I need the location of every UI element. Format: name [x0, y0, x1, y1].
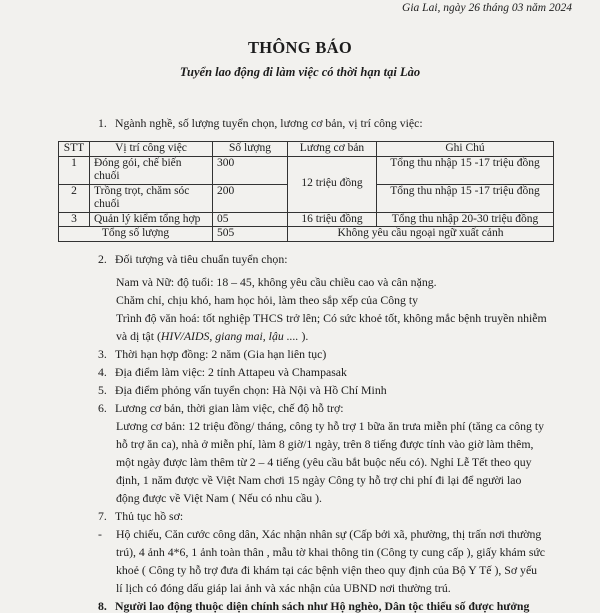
total-qty: 505 — [213, 227, 288, 242]
section-6-line: định, 1 năm được về Việt Nam chơi 15 ngày Công ty hỗ trợ chi phí đi lại để người lao — [116, 473, 522, 487]
table-row — [59, 156, 554, 184]
section-6-line: động được về Việt Nam ( Nếu có nhu cầu ). — [116, 491, 322, 505]
qty-cell: 300 — [213, 156, 288, 184]
section-7-line: trú), 4 ảnh 4*6, 1 ảnh toàn thân , mẫu tờ khai thông tin (Công ty cung cấp ), giấy khám sức — [116, 545, 546, 559]
job-text-cont: chuối — [94, 198, 120, 210]
dateline: Gia Lai, ngày 26 tháng 03 năm 2024 — [402, 2, 572, 14]
section-number: 4. — [98, 365, 107, 379]
section-number: 6. — [98, 401, 107, 415]
note-cell: Tổng thu nhập 20-30 triệu đồng — [377, 212, 554, 227]
jobs-table — [58, 141, 554, 242]
section-3 — [98, 347, 326, 361]
section-7-line: Hộ chiếu, Căn cước công dân, Xác nhận nhân sự (Cấp bởi xã, phường, thị trấn nơi thường — [116, 527, 542, 541]
line-text-italic: HIV/AIDS, giang mai, lậu .... — [160, 329, 302, 343]
job-text: Trồng trọt, chăm sóc — [94, 184, 190, 197]
section-2-line: Nam và Nữ: độ tuổi: 18 – 45, không yêu cầu chiều cao và cân nặng. — [116, 275, 437, 289]
section-7 — [98, 509, 183, 523]
stt-cell: 3 — [59, 212, 90, 227]
total-note: Không yêu cầu ngoại ngữ xuất cảnh — [288, 227, 554, 242]
section-text: Người lao động thuộc diện chính sách như Hộ nghèo, Dân tộc thiểu số được hưởng — [115, 599, 530, 613]
stt-cell: 1 — [59, 156, 90, 184]
section-number: 1. — [98, 116, 107, 130]
table-row — [59, 212, 554, 227]
stt-cell: 2 — [59, 184, 90, 212]
note-cell: Tổng thu nhập 15 -17 triệu đồng — [377, 184, 554, 212]
job-cell: Quản lý kiểm tổng hợp — [90, 212, 213, 227]
qty-cell: 200 — [213, 184, 288, 212]
section-text: Địa điểm phỏng vấn tuyển chọn: Hà Nội và Hồ Chí Minh — [115, 383, 387, 397]
document-subtitle: Tuyển lao động đi làm việc có thời hạn tại Lào — [179, 65, 421, 79]
qty-cell: 05 — [213, 212, 288, 227]
section-7-line: lí lịch có đóng dấu giáp lai ảnh và xác nhận của UBND nơi thường trú. — [116, 581, 451, 595]
header-cell: Vị trí công việc — [90, 142, 213, 157]
section-2-line: Chăm chỉ, chịu khó, ham học hỏi, làm theo sắp xếp của Công ty — [116, 293, 419, 307]
section-6 — [98, 401, 344, 415]
section-2 — [98, 252, 288, 266]
section-text: Thủ tục hồ sơ: — [115, 509, 184, 523]
line-text: ). — [301, 329, 309, 343]
header-cell: STT — [59, 142, 90, 157]
header-cell: Ghi Chú — [377, 142, 554, 157]
section-7-line: khoẻ ( Công ty hỗ trợ đưa đi khám tại các bệnh viện theo quy định của Bộ Y Tế ), Sơ yếu — [116, 563, 538, 577]
bullet-dash: - — [98, 527, 102, 541]
table-header-row — [59, 142, 554, 157]
section-text: Địa điểm làm việc: 2 tỉnh Attapeu và Champasak — [115, 365, 347, 379]
job-cell: Đóng gói, chế biến chuối — [90, 156, 213, 184]
section-text: Thời hạn hợp đồng: 2 năm (Gia hạn liên tục) — [115, 347, 327, 361]
section-text: Lương cơ bản, thời gian làm việc, chế độ hỗ trợ: — [115, 401, 344, 415]
total-label: Tổng số lượng — [59, 227, 213, 242]
section-6-line: một ngày được làm thêm từ 2 – 4 tiếng (yêu cầu bắt buộc nếu có). Nghỉ Lễ Tết theo quy — [116, 455, 532, 469]
section-6-line: hỗ trợ ăn ca), nhà ở miễn phí, làm 8 giờ/1 ngày, trên 8 tiếng được tính vào giờ làm thêm, — [116, 437, 534, 451]
job-cell — [90, 184, 213, 212]
salary-cell: 12 triệu đồng — [288, 156, 377, 212]
section-5 — [98, 383, 387, 397]
section-text: Đối tượng và tiêu chuẩn tuyển chọn: — [115, 252, 288, 266]
section-4 — [98, 365, 347, 379]
section-text: Ngành nghề, số lượng tuyển chọn, lương cơ bản, vị trí công việc: — [115, 116, 423, 130]
line-text: và dị tật ( — [116, 329, 161, 343]
section-6-line: Lương cơ bản: 12 triệu đồng/ tháng, công ty hỗ trợ 1 bữa ăn trưa miễn phí (tăng ca công ty — [116, 419, 545, 433]
header-cell: Lương cơ bản — [288, 142, 377, 157]
section-number: 2. — [98, 252, 107, 266]
section-number: 5. — [98, 383, 107, 397]
salary-cell: 16 triệu đồng — [288, 212, 377, 227]
document-title: THÔNG BÁO — [247, 38, 352, 57]
section-number: 8. — [98, 599, 107, 613]
header-cell: Số lượng — [213, 142, 288, 157]
section-2-line — [116, 329, 308, 343]
section-number: 7. — [98, 509, 107, 523]
section-1 — [98, 116, 423, 130]
section-2-line: Trình độ văn hoá: tốt nghiệp THCS trở lên; Có sức khoẻ tốt, không mắc bệnh truyền nhiễm — [116, 311, 547, 325]
table-total-row — [59, 227, 554, 242]
note-cell: Tổng thu nhập 15 -17 triệu đồng — [377, 156, 554, 184]
section-8 — [98, 599, 529, 613]
section-number: 3. — [98, 347, 107, 361]
